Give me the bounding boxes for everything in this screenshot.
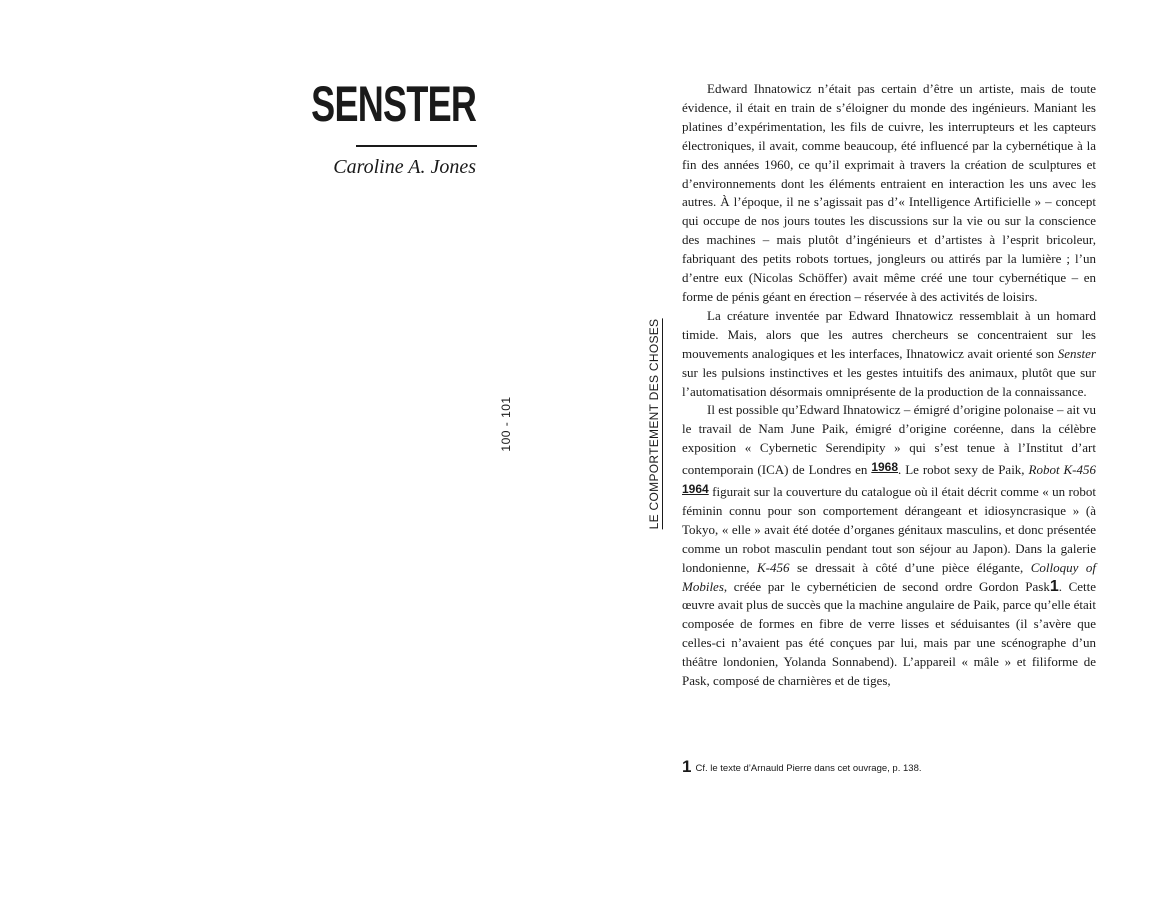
paragraph-3-text-f: se dressait à côté d’une pièce élégante,	[789, 559, 1031, 575]
body-text	[682, 80, 1096, 691]
robot-k456-italic: Robot K-456	[1028, 462, 1096, 478]
paragraph-3	[682, 401, 1096, 691]
colloquy-italic: Colloquy of Mobiles	[682, 559, 1096, 594]
paragraph-3-text-d: figurait sur la couverture du catalogue où il était décrit comme « un robot féminin connu pour son comportement dérangeant et idiosyncrasique » (à Tokyo, « elle » avait été dotée d’organes génitaux masculins, et donc présentée comme un robot masculin pendant tout son séjour au Japon). Dans la galerie londonienne,	[682, 484, 1096, 575]
paragraph-1: Edward Ihnatowicz n’était pas certain d’être un artiste, mais de toute évidence, il était en train de s’éloigner du monde des ingénieurs. Maniant les platines d’expérimentation, les fils de cuivre, les interrupteurs et les capteurs électroniques, il avait, comme beaucoup, été influencé par la cybernétique à la fin des années 1960, ce qu’il exprimait à travers la création de sculptures et d’environnements dont les éléments entraient en interaction les uns avec les autres. À l’époque, il ne s’agissait pas d’« Intelligence Artificielle » – concept qui occupe de nos jours toutes les discussions sur la vie ou sur la conscience des machines – mais plutôt d’ingénieurs et d’artistes à l’esprit bricoleur, fabriquant des petits robots tortues, jongleurs ou attirés par la lumière ; l’un d’entre eux (Nicolas Schöffer) avait même créé une tour cybernétique – en forme de pénis géant en érection – réservée à des activités de loisirs.	[682, 81, 1096, 304]
paragraph-3-text-h: , créée par le cybernéticien de second ordre Gordon Pask	[723, 578, 1050, 594]
year-reference-1968[interactable]: 1968	[871, 460, 899, 475]
footnote-number: 1	[682, 757, 692, 776]
running-head: LE COMPORTEMENT DES CHOSES	[647, 318, 661, 530]
author-name: Caroline A. Jones	[333, 156, 476, 178]
title-underline-rule	[356, 145, 477, 147]
article-title: SENSTER	[310, 76, 476, 132]
paragraph-2-text-c: sur les pulsions instinctives et les gestes intuitifs des animaux, plutôt que sur l’automatisation désormais omniprésente de la production de la connaissance.	[682, 364, 1096, 399]
paragraph-3-text-a: Il est possible qu’Edward Ihnatowicz – émigré d’origine polonaise – ait vu le travail de Nam June Paik, émigré d’origine coréenne, dans la célèbre exposition « Cybernetic Serendipity » qui s’est tenue à l’Institut d’art contemporain (ICA) de Londres en	[682, 402, 1096, 478]
footnote	[682, 757, 1096, 779]
paragraph-2-text-a: La créature inventée par Edward Ihnatowicz ressemblait à un homard timide. Mais, alors que les autres chercheurs se concentraient sur les mouvements analogiques et les interfaces, Ihnatowicz avait orienté son	[682, 307, 1096, 361]
paragraph-2	[682, 307, 1096, 402]
paragraph-3-text-i: . Cette œuvre avait plus de succès que la machine angulaire de Paik, parce qu’elle était composée de formes en fibre de verre lisses et séduisantes (il s’avère que celles-ci n’avaient pas été conçues par lui, mais par une scénographe d’un théâtre londonien, Yolanda Sonnabend). L’appareil « mâle » et filiforme de Pask, composé de charnières et de tiges,	[682, 578, 1096, 689]
k456-italic: K-456	[756, 559, 790, 575]
senster-italic: Senster	[1057, 345, 1096, 361]
footnote-text: Cf. le texte d’Arnauld Pierre dans cet ouvrage, p. 138.	[695, 763, 922, 774]
page-numbers: 100 - 101	[499, 396, 513, 452]
year-reference-1964[interactable]: 1964	[682, 482, 709, 497]
paragraph-3-text-b: . Le robot sexy de Paik,	[898, 462, 1029, 478]
footnote-marker[interactable]: 1	[1049, 577, 1059, 595]
